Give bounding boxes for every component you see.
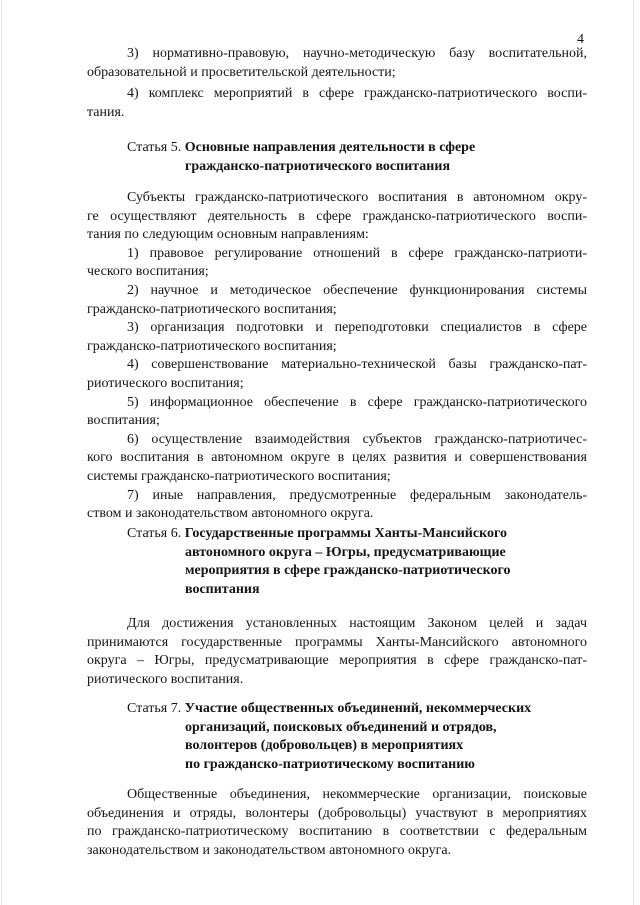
text-line: системы гражданско-патриотического воспитания; (87, 469, 391, 484)
text-line: объединения и отряды, волонтеры (добровольцы) участвуют в мероприятиях (87, 805, 587, 821)
text-line: 3) нормативно-правовую, научно-методическую базу воспитательной, (127, 46, 587, 61)
text-line: Субъекты гражданско-патриотического воспитания в автономном окру- (127, 190, 587, 205)
article-heading (127, 140, 587, 156)
article-title-line: организаций, поисковых объединений и отрядов, (185, 719, 497, 735)
article-label: Статья 5. (127, 140, 185, 155)
text-line: образовательной и просветительской деятельности; (87, 64, 396, 80)
text-line: округа – Югры, предусматривающие мероприятия в сфере гражданско-пат- (87, 653, 587, 669)
text-line: ческого воспитания; (87, 264, 209, 280)
scan-edge-right (633, 0, 634, 905)
article-heading (127, 701, 587, 717)
text-line: гражданско-патриотического воспитания; (87, 301, 337, 317)
text-line: воспитания; (87, 413, 160, 429)
article-label: Статья 7. (127, 701, 185, 716)
article-title: Государственные программы Ханты-Мансийского (184, 526, 507, 541)
page-number: 4 (577, 32, 584, 47)
article-title: Основные направления деятельности в сфере (184, 140, 476, 155)
article-title-line: мероприятия в сфере гражданско-патриотического (185, 563, 511, 579)
text-line: 1) правовое регулирование отношений в сфере гражданско-патриоти- (127, 245, 587, 261)
article-title-line: воспитания (185, 581, 260, 597)
text-line: по гражданско-патриотическому воспитанию в соответствии с федеральным (87, 824, 587, 840)
text-line: 5) информационное обеспечение в сфере гражданско-патриотического (127, 394, 587, 410)
text-line: 6) осуществление взаимодействия субъектов гражданско-патриотичес- (127, 431, 587, 447)
text-line: 7) иные направления, предусмотренные федеральным законодатель- (127, 487, 587, 503)
article-label: Статья 6. (127, 526, 185, 541)
article-title-line: автономного округа – Югры, предусматривающие (185, 544, 506, 560)
text-line: принимаются государственные программы Ханты-Мансийского автономного (87, 634, 587, 650)
text-line: тания по следующим основным направлениям: (87, 227, 369, 243)
article-heading (127, 526, 587, 542)
text-line: 4) совершенствование материально-технической базы гражданско-пат- (127, 357, 587, 373)
article-title-line: волонтеров (добровольцев) в мероприятиях (185, 738, 464, 754)
text-line: ством и законодательством автономного округа. (87, 506, 374, 522)
text-line: кого воспитания в автономном округе в целях развития и совершенствования (87, 450, 587, 466)
text-line: риотического воспитания. (87, 671, 244, 687)
text-line: Общественные объединения, некоммерческие организации, поисковые (127, 787, 587, 802)
scan-edge-left (1, 0, 2, 905)
text-line: ге осуществляют деятельность в сфере гражданско-патриотического воспи- (87, 208, 587, 224)
text-line: 2) научное и методическое обеспечение функционирования системы (127, 283, 587, 298)
text-line: 4) комплекс мероприятий в сфере гражданско-патриотического воспи- (127, 86, 587, 101)
article-title-line: гражданско-патриотического воспитания (185, 158, 451, 174)
text-line: законодательством и законодательством автономного округа. (87, 842, 452, 858)
text-line: 3) организация подготовки и переподготовки специалистов в сфере (127, 320, 587, 336)
text-line: риотического воспитания; (87, 376, 244, 391)
text-line: Для достижения установленных настоящим Законом целей и задач (127, 616, 587, 631)
text-line: тания. (87, 104, 125, 120)
text-line: гражданско-патриотического воспитания; (87, 338, 337, 354)
article-title: Участие общественных объединений, некоммерческих (184, 701, 532, 716)
article-title-line: по гражданско-патриотическому воспитанию (185, 756, 475, 772)
